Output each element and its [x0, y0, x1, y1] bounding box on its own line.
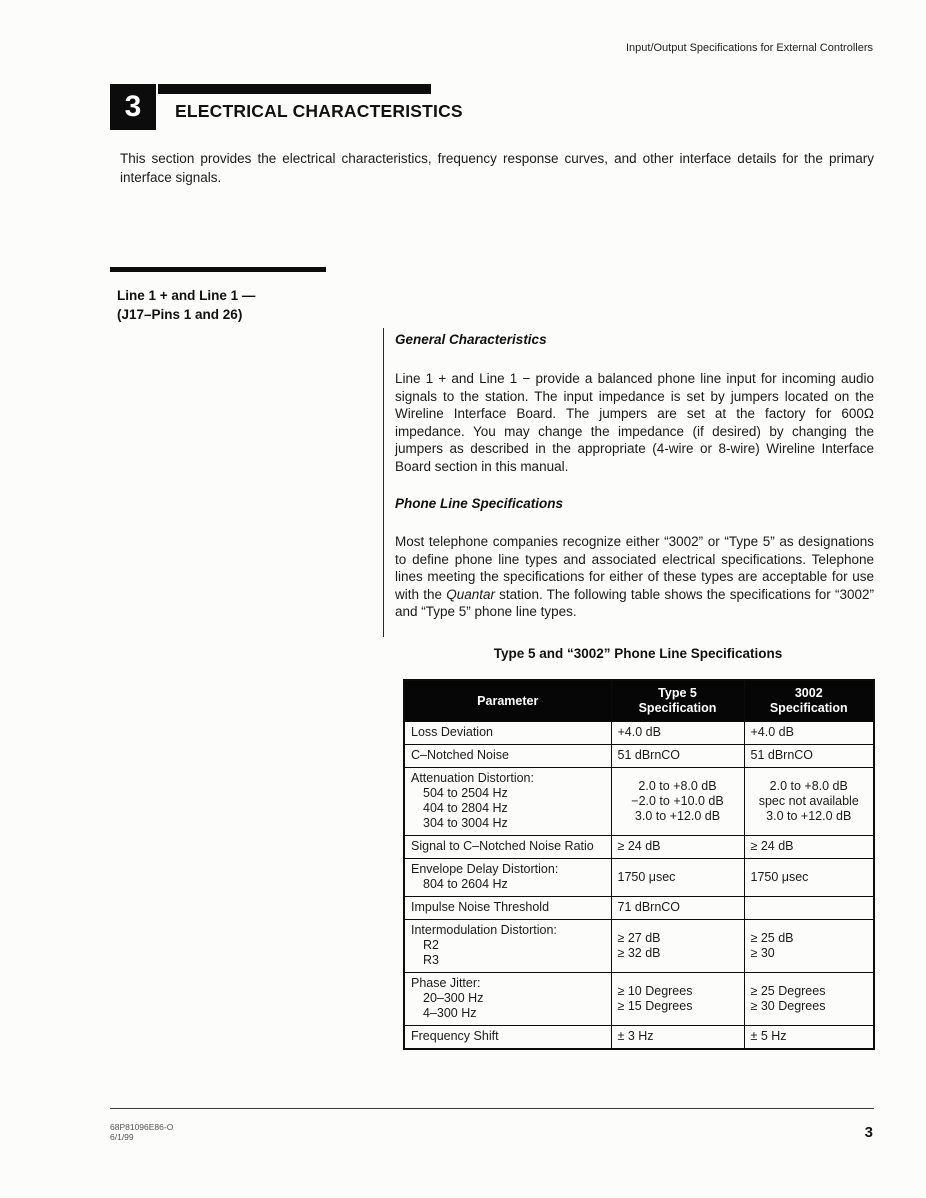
cell-line: 3.0 to +12.0 dB [766, 808, 852, 823]
cell-line: Envelope Delay Distortion: [411, 862, 559, 876]
cell-3002 [744, 897, 874, 920]
cell-parameter [404, 920, 611, 973]
cell-type5 [611, 859, 744, 897]
cell-parameter [404, 745, 611, 768]
cell-line: ± 5 Hz [750, 1029, 787, 1043]
cell-line: 304 to 3004 Hz [423, 816, 508, 830]
footer-doc-number: 68P81096E86-O [110, 1122, 174, 1132]
header-line: 3002 [794, 686, 823, 700]
phone-line-spec-table [403, 679, 875, 1050]
header-line: Specification [638, 701, 717, 715]
cell-line: 504 to 2504 Hz [423, 786, 508, 800]
cell-line: 1750 μsec [750, 869, 809, 884]
cell-line: 1750 μsec [617, 869, 676, 884]
cell-line: +4.0 dB [617, 725, 661, 739]
table-row [404, 745, 874, 768]
cell-line: ≥ 30 Degrees [750, 998, 826, 1013]
table-row [404, 836, 874, 859]
chapter-number-box [110, 84, 156, 130]
cell-parameter [404, 1026, 611, 1050]
table-title: Type 5 and “3002” Phone Line Specifications [493, 646, 783, 661]
cell-parameter [404, 768, 611, 836]
general-characteristics-paragraph: Line 1 + and Line 1 − provide a balanced phone line input for incoming audio signals to the station. The input impedance is set by jumpers located on the Wireline Interface Board. The jumpers are set at the factory for 600Ω impedance. You may change the impedance (if desired) by changing the jumpers as described in the appropriate (4-wire or 8-wire) Wireline Interface Board section in this manual. [395, 371, 874, 474]
column-header-type5 [611, 680, 744, 722]
cell-type5 [611, 745, 744, 768]
cell-type5 [611, 897, 744, 920]
cell-3002 [744, 859, 874, 897]
cell-line: 51 dBrnCO [617, 748, 681, 762]
cell-line: Loss Deviation [411, 725, 493, 739]
cell-line: spec not available [758, 793, 859, 808]
cell-line: ≥ 30 [750, 945, 775, 960]
cell-line: ≥ 27 dB [617, 930, 661, 945]
phone-line-specifications-paragraph [395, 533, 874, 621]
cell-line: ≥ 15 Degrees [617, 998, 693, 1013]
cell-line: 4–300 Hz [423, 1006, 477, 1020]
header-line: Type 5 [658, 686, 697, 700]
cell-line: C–Notched Noise [411, 748, 509, 762]
header-line: Parameter [477, 693, 539, 708]
table-header-row [404, 680, 874, 722]
cell-line: Signal to C–Notched Noise Ratio [411, 839, 594, 853]
cell-parameter [404, 973, 611, 1026]
table-row [404, 897, 874, 920]
paragraph-text: Most telephone companies recognize either “3002” or “Type 5” as designations to define phone line types and associated electrical specifications. Telephone lines meeting the specifications for either of these types are acceptable for use with the [395, 534, 874, 602]
cell-type5 [611, 1026, 744, 1050]
cell-3002 [744, 1026, 874, 1050]
cell-line: +4.0 dB [750, 725, 794, 739]
table-row [404, 722, 874, 745]
cell-parameter [404, 722, 611, 745]
chapter-rule [158, 84, 431, 94]
cell-line: ≥ 32 dB [617, 945, 661, 960]
cell-type5 [611, 973, 744, 1026]
cell-line: 3.0 to +12.0 dB [634, 808, 721, 823]
cell-line: Phase Jitter: [411, 976, 481, 990]
cell-line: Frequency Shift [411, 1029, 499, 1043]
cell-3002 [744, 920, 874, 973]
cell-line: Impulse Noise Threshold [411, 900, 550, 914]
footer-date: 6/1/99 [110, 1132, 134, 1142]
cell-3002 [744, 836, 874, 859]
general-characteristics-heading: General Characteristics [395, 332, 547, 347]
chapter-title: ELECTRICAL CHARACTERISTICS [175, 101, 463, 121]
cell-line: R2 [423, 938, 439, 952]
cell-line: 20–300 Hz [423, 991, 484, 1005]
cell-line: ≥ 25 Degrees [750, 983, 826, 998]
product-name: Quantar [446, 586, 495, 602]
cell-parameter [404, 836, 611, 859]
cell-line: −2.0 to +10.0 dB [631, 793, 724, 808]
cell-line: 51 dBrnCO [750, 748, 814, 762]
cell-line: ± 3 Hz [617, 1029, 654, 1043]
cell-line: ≥ 10 Degrees [617, 983, 693, 998]
cell-line: ≥ 25 dB [750, 930, 794, 945]
footer-doc-info [110, 1122, 173, 1142]
cell-type5 [611, 722, 744, 745]
column-header-parameter [404, 680, 611, 722]
cell-type5 [611, 768, 744, 836]
section-heading-line-1: Line 1 + and Line 1 — [117, 288, 256, 303]
cell-line: ≥ 24 dB [750, 839, 794, 853]
column-header-3002 [744, 680, 874, 722]
footer-rule [110, 1108, 874, 1109]
table-row [404, 768, 874, 836]
chapter-intro-paragraph: This section provides the electrical characteristics, frequency response curves, and other interface details for the primary interface signals. [120, 151, 874, 185]
table-row [404, 973, 874, 1026]
cell-3002 [744, 768, 874, 836]
cell-line: 2.0 to +8.0 dB [638, 778, 717, 793]
column-rule [383, 328, 384, 637]
cell-line: R3 [423, 953, 439, 967]
cell-3002 [744, 722, 874, 745]
cell-line: 2.0 to +8.0 dB [769, 778, 848, 793]
section-heading [117, 286, 255, 324]
cell-3002 [744, 745, 874, 768]
cell-line: Intermodulation Distortion: [411, 923, 557, 937]
table-row [404, 1026, 874, 1050]
cell-parameter [404, 897, 611, 920]
cell-type5 [611, 920, 744, 973]
running-header: Input/Output Specifications for External Controllers [625, 42, 873, 54]
cell-3002 [744, 973, 874, 1026]
section-rule [110, 267, 326, 272]
cell-parameter [404, 859, 611, 897]
cell-line: 404 to 2804 Hz [423, 801, 508, 815]
cell-line: Attenuation Distortion: [411, 771, 534, 785]
page-number: 3 [864, 1124, 873, 1141]
cell-line: 71 dBrnCO [617, 900, 681, 914]
chapter-number: 3 [124, 90, 142, 123]
paragraph-text: station. The following table shows the specifications for “3002” and “Type 5” phone line types. [395, 586, 874, 620]
cell-line: 804 to 2604 Hz [423, 877, 508, 891]
cell-line: ≥ 24 dB [617, 839, 661, 853]
cell-type5 [611, 836, 744, 859]
table-row [404, 920, 874, 973]
phone-line-specifications-heading: Phone Line Specifications [395, 496, 564, 511]
table-row [404, 859, 874, 897]
header-line: Specification [769, 701, 848, 715]
section-heading-line-2: (J17–Pins 1 and 26) [117, 307, 243, 322]
